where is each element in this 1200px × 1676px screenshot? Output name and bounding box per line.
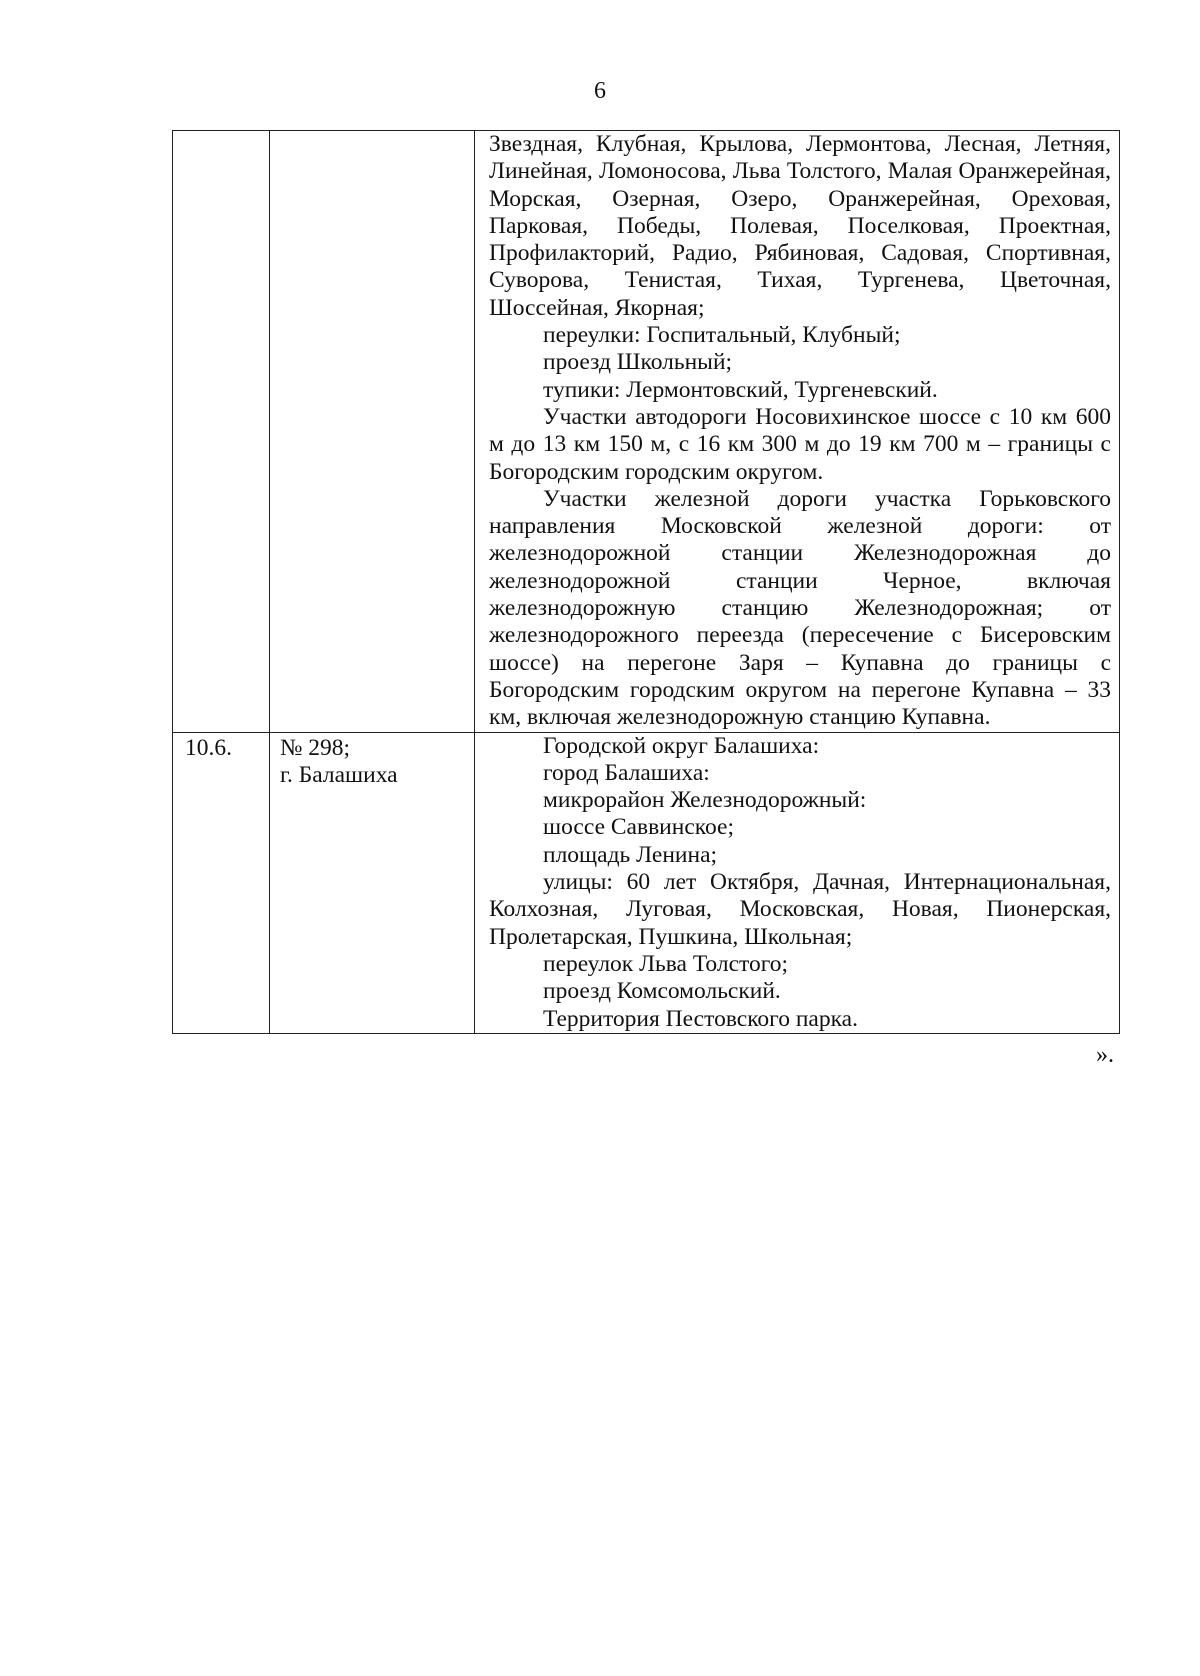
- district-number: № 298;: [280, 734, 351, 761]
- boundary-description-cell: [475, 131, 1120, 733]
- paragraph-lane: переулок Льва Толстого;: [543, 950, 789, 977]
- paragraph-microdistrict: микрорайон Железнодорожный:: [543, 787, 867, 814]
- paragraph-highway-sections: Участки автодороги Носовихинское шоссе с 10 км 600 м до 13 км 150 м, с 16 км 300 м до 19 км 700 м – границы с Богородским городским округом.: [489, 403, 1111, 485]
- table-row: [173, 732, 1120, 1033]
- paragraph-passage: проезд Комсомольский.: [543, 978, 781, 1005]
- paragraph-city: город Балашиха:: [543, 759, 710, 786]
- paragraph-railway-sections: Участки железной дороги участка Горьковского направления Московской железной дороги: от железнодорожной станции Железнодорожная до железнодорожной станции Черное, включая железнодорожную станцию Железнодорожная; от железнодорожного переезда (пересечение с Бисеровским шоссе) на перегоне Заря – Купавна до границы с Богородским городским округом на перегоне Купавна – 33 км, включая железнодорожную станцию Купавна.: [489, 485, 1111, 731]
- paragraph-passage: проезд Школьный;: [543, 349, 733, 376]
- paragraph-streets: улицы: 60 лет Октября, Дачная, Интернациональная, Колхозная, Луговая, Московская, Новая, Пионерская, Пролетарская, Пушкина, Школьная;: [489, 869, 1111, 950]
- row-number-cell: [173, 131, 270, 733]
- paragraph-lanes: переулки: Госпитальный, Клубный;: [543, 322, 901, 349]
- district-city: г. Балашиха: [280, 761, 398, 788]
- table-row: [173, 131, 1120, 733]
- paragraph-dead-ends: тупики: Лермонтовский, Тургеневский.: [543, 376, 938, 403]
- paragraph-urban-district: Городской округ Балашиха:: [543, 732, 820, 759]
- closing-quote: ».: [1096, 1042, 1114, 1068]
- boundary-description-cell: [475, 732, 1120, 1033]
- district-name-cell: [270, 732, 475, 1033]
- paragraph-square: площадь Ленина;: [543, 841, 718, 868]
- page-number: 6: [594, 78, 606, 104]
- paragraph-park: Территория Пестовского парка.: [543, 1005, 858, 1032]
- district-table: [172, 130, 1120, 1034]
- paragraph-streets: Звездная, Клубная, Крылова, Лермонтова, Лесная, Летняя, Линейная, Ломоносова, Льва Толстого, Малая Оранжерейная, Морская, Озерная, Озеро, Оранжерейная, Ореховая, Парковая, Победы, Полевая, Поселковая, Проектная, Профилакторий, Радио, Рябиновая, Садовая, Спортивная, Суворова, Тенистая, Тихая, Тургенева, Цветочная, Шоссейная, Якорная;: [489, 131, 1111, 321]
- paragraph-highway: шоссе Саввинское;: [543, 814, 734, 841]
- district-name-cell: [270, 131, 475, 733]
- row-number-cell: 10.6.: [173, 732, 270, 1033]
